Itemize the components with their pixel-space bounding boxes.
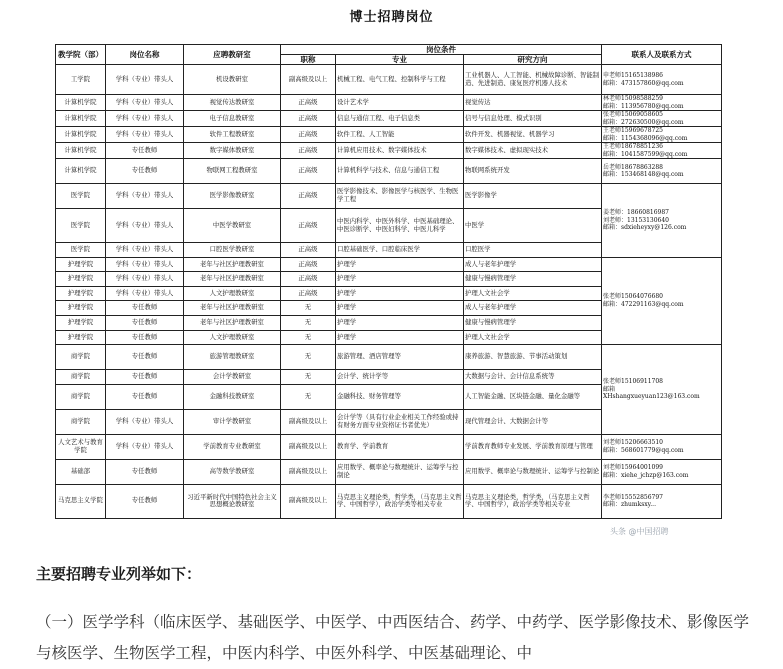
contact-line: 姜老师：18660816987: [603, 209, 669, 217]
cell-position: 专任教师: [106, 301, 184, 316]
cell-college: 护理学院: [56, 330, 106, 345]
page-title: 博士招聘岗位: [349, 10, 434, 25]
cell-college: 商学院: [56, 370, 106, 385]
cell-research: 视觉传达: [464, 95, 602, 111]
cell-office: 老年与社区护理教研室: [184, 301, 281, 316]
cell-college: 护理学院: [56, 286, 106, 301]
cell-research: 护理人文社会学: [464, 286, 602, 301]
header-contact: 联系人及联系方式: [602, 45, 722, 65]
header-office: 应聘教研室: [184, 45, 281, 65]
cell-title-level: 无: [281, 370, 336, 385]
cell-title-level: 副高级及以上: [281, 484, 336, 518]
contact-line: 邮箱：xiehe_jchzp@163.com: [603, 471, 689, 479]
contact-line: 刘老师：13153130640: [603, 216, 669, 224]
cell-title-level: 正高级: [281, 111, 336, 127]
cell-position: 学科（专业）带头人: [106, 272, 184, 287]
cell-college: 商学院: [56, 384, 106, 409]
cell-major: 计算机应用技术、数字媒体技术: [336, 143, 464, 159]
cell-college: 商学院: [56, 409, 106, 434]
cell-title-level: 无: [281, 384, 336, 409]
cell-title-level: 正高级: [281, 272, 336, 287]
cell-major: 护理学: [336, 272, 464, 287]
cell-office: 电子信息教研室: [184, 111, 281, 127]
header-position: 岗位名称: [106, 45, 184, 65]
cell-major: 口腔基础医学、口腔临床医学: [336, 243, 464, 258]
cell-college: 医学院: [56, 243, 106, 258]
table-row: [56, 257, 722, 272]
cell-position: 专任教师: [106, 143, 184, 159]
cell-office: 数字媒体教研室: [184, 143, 281, 159]
cell-major: 护理学: [336, 330, 464, 345]
cell-major: 机械工程、电气工程、控制科学与工程: [336, 65, 464, 95]
cell-title-level: 正高级: [281, 243, 336, 258]
cell-office: 习近平新时代中国特色社会主义思想概论教研室: [184, 484, 281, 518]
section-heading: 主要招聘专业列举如下：: [36, 565, 202, 583]
contact-line: 张老师15064076680: [603, 293, 663, 301]
cell-research: 现代管理会计、大数据会计等: [464, 409, 602, 434]
cell-title-level: 正高级: [281, 95, 336, 111]
cell-position: 专任教师: [106, 384, 184, 409]
cell-major: 软件工程、人工智能: [336, 127, 464, 143]
header-research: 研究方向: [464, 55, 602, 65]
cell-major: 医学影像技术、影像医学与核医学、生物医学工程: [336, 184, 464, 209]
contact-line: 邮箱: [603, 385, 616, 393]
header-college: 教学院（部）: [56, 45, 106, 65]
contact-line: 邮箱：473157860@qq.com: [603, 79, 684, 87]
cell-college: 计算机学院: [56, 111, 106, 127]
cell-position: 专任教师: [106, 345, 184, 370]
cell-contact: [602, 159, 722, 184]
cell-office: 学前教育专业教研室: [184, 434, 281, 459]
cell-position: 专任教师: [106, 315, 184, 330]
cell-contact: [602, 345, 722, 435]
contact-line: 张老师15106911708: [603, 378, 663, 386]
cell-college: 人文艺术与教育学院: [56, 434, 106, 459]
table-row: [56, 95, 722, 111]
cell-position: 专任教师: [106, 159, 184, 184]
cell-research: 人工智能金融、区块链金融、量化金融等: [464, 384, 602, 409]
watermark: 头条 @中国招聘: [610, 527, 669, 536]
contact-line: 邮箱：1041587599@qq.com: [603, 150, 688, 158]
cell-contact: [602, 484, 722, 518]
cell-contact: [602, 459, 722, 484]
cell-position: 学科（专业）带头人: [106, 127, 184, 143]
cell-research: 马克思主义理论类，哲学类，（马克思主义哲学、中国哲学），政治学类等相关专业: [464, 484, 602, 518]
cell-major: 应用数学、概率论与数理统计、运筹学与控制论: [336, 459, 464, 484]
table-row: [56, 65, 722, 95]
cell-research: 学前教育教师专业发展、学前教育原理与管理: [464, 434, 602, 459]
table-row: [56, 345, 722, 370]
cell-research: 成人与老年护理学: [464, 301, 602, 316]
contact-line: XHshangxueyuan123@163.com: [603, 393, 700, 401]
cell-major: 护理学: [336, 257, 464, 272]
contact-line: 刘老师15964001099: [603, 464, 663, 472]
cell-research: 工业机器人、人工智能、机械故障诊断、智能制造、先进制造、康复医疗机器人技术: [464, 65, 602, 95]
contact-line: 岳老师18678863288: [603, 163, 663, 171]
contact-line: 李老师15552856797: [603, 493, 663, 501]
cell-research: 数字媒体技术、虚拟现实技术: [464, 143, 602, 159]
cell-position: 学科（专业）带头人: [106, 243, 184, 258]
cell-college: 工学院: [56, 65, 106, 95]
cell-title-level: 无: [281, 345, 336, 370]
cell-research: 应用数学、概率论与数理统计、运筹学与控制论: [464, 459, 602, 484]
cell-title-level: 副高级及以上: [281, 409, 336, 434]
cell-position: 专任教师: [106, 370, 184, 385]
cell-college: 马克思主义学院: [56, 484, 106, 518]
cell-major: 护理学: [336, 286, 464, 301]
cell-college: 护理学院: [56, 301, 106, 316]
cell-title-level: 正高级: [281, 143, 336, 159]
contact-line: 邮箱：1154368096@qq.com: [603, 134, 688, 142]
cell-college: 商学院: [56, 345, 106, 370]
cell-office: 口腔医学教研室: [184, 243, 281, 258]
contact-line: 邮箱：272630500@qq.com: [603, 118, 684, 126]
contact-line: 林老师15098588259: [603, 95, 663, 102]
cell-title-level: 无: [281, 301, 336, 316]
cell-major: 设计艺术学: [336, 95, 464, 111]
cell-research: 成人与老年护理学: [464, 257, 602, 272]
cell-title-level: 正高级: [281, 159, 336, 184]
cell-position: 学科（专业）带头人: [106, 95, 184, 111]
cell-office: 审计学教研室: [184, 409, 281, 434]
cell-office: 机设教研室: [184, 65, 281, 95]
cell-position: 学科（专业）带头人: [106, 409, 184, 434]
cell-office: 人文护理教研室: [184, 286, 281, 301]
cell-position: 学科（专业）带头人: [106, 65, 184, 95]
cell-research: 健康与慢病管理学: [464, 272, 602, 287]
contact-line: 申老师15165138986: [603, 72, 663, 79]
contact-line: 邮箱：113956780@qq.com: [603, 102, 684, 110]
cell-title-level: 副高级及以上: [281, 434, 336, 459]
contact-line: 邮箱：sdxieheyxy@126.com: [603, 224, 687, 232]
cell-college: 护理学院: [56, 315, 106, 330]
cell-position: 专任教师: [106, 330, 184, 345]
cell-contact: [602, 184, 722, 258]
body-paragraph: （一）医学学科（临床医学、基础医学、中医学、中西医结合、药学、中药学、医学影像技术、影像医学与核医学、生物医学工程，中医内科学、中医外科学、中医基础理论、中: [36, 613, 750, 662]
contact-line: 邮箱：568601779@qq.com: [603, 446, 684, 454]
cell-research: 医学影像学: [464, 184, 602, 209]
cell-research: 信号与信息处理、模式识别: [464, 111, 602, 127]
cell-major: 信息与通信工程、电子信息类: [336, 111, 464, 127]
table-row: [56, 484, 722, 518]
cell-major: 旅游管理、酒店管理等: [336, 345, 464, 370]
cell-office: 高等数学教研室: [184, 459, 281, 484]
cell-title-level: 正高级: [281, 127, 336, 143]
cell-research: 大数据与会计、会计信息系统等: [464, 370, 602, 385]
cell-major: 护理学: [336, 301, 464, 316]
cell-major: 会计学、统计学等: [336, 370, 464, 385]
cell-contact: [602, 143, 722, 159]
cell-research: 护理人文社会学: [464, 330, 602, 345]
cell-research: 中医学: [464, 209, 602, 243]
cell-office: 老年与社区护理教研室: [184, 315, 281, 330]
table-row: [56, 434, 722, 459]
cell-major: 会计学等（具有行业企业相关工作经验或持有财务方面专业资格证书者优先）: [336, 409, 464, 434]
cell-title-level: 正高级: [281, 257, 336, 272]
cell-office: 视觉传达教研室: [184, 95, 281, 111]
contact-line: 张老师15069058605: [603, 111, 663, 118]
cell-title-level: 副高级及以上: [281, 459, 336, 484]
cell-contact: [602, 257, 722, 345]
cell-contact: [602, 111, 722, 127]
cell-college: 护理学院: [56, 257, 106, 272]
cell-office: 会计学教研室: [184, 370, 281, 385]
cell-major: 教育学、学前教育: [336, 434, 464, 459]
cell-title-level: 正高级: [281, 286, 336, 301]
cell-college: 计算机学院: [56, 95, 106, 111]
header-title-level: 职称: [281, 55, 336, 65]
contact-line: 邮箱：zhumksxy...: [603, 501, 656, 509]
recruitment-table: [55, 44, 722, 519]
contact-line: 邮箱：153468148@qq.com: [603, 171, 684, 178]
cell-contact: [602, 434, 722, 459]
cell-title-level: 无: [281, 315, 336, 330]
cell-college: 计算机学院: [56, 159, 106, 184]
cell-position: 学科（专业）带头人: [106, 209, 184, 243]
table-row: [56, 459, 722, 484]
contact-line: 刘老师15206663510: [603, 439, 663, 447]
cell-contact: [602, 65, 722, 95]
cell-major: 马克思主义理论类，哲学类，（马克思主义哲学、中国哲学），政治学类等相关专业: [336, 484, 464, 518]
contact-line: 王老师15969678725: [603, 127, 663, 134]
cell-major: 计算机科学与技术、信息与通信工程: [336, 159, 464, 184]
cell-research: 软件开发、机器视觉、机器学习: [464, 127, 602, 143]
table-row: [56, 127, 722, 143]
table-row: [56, 159, 722, 184]
cell-college: 基础部: [56, 459, 106, 484]
cell-office: 中医学教研室: [184, 209, 281, 243]
cell-office: 老年与社区护理教研室: [184, 257, 281, 272]
cell-office: 医学影像教研室: [184, 184, 281, 209]
cell-title-level: 正高级: [281, 184, 336, 209]
header-major: 专业: [336, 55, 464, 65]
cell-office: 老年与社区护理教研室: [184, 272, 281, 287]
cell-position: 学科（专业）带头人: [106, 111, 184, 127]
cell-position: 专任教师: [106, 484, 184, 518]
cell-major: 中医内科学、中医外科学、中医基础理论、中医诊断学、中医妇科学、中医儿科学: [336, 209, 464, 243]
cell-research: 康养旅游、智慧旅游、节事活动策划: [464, 345, 602, 370]
cell-office: 人文护理教研室: [184, 330, 281, 345]
cell-position: 学科（专业）带头人: [106, 286, 184, 301]
cell-college: 计算机学院: [56, 127, 106, 143]
cell-college: 医学院: [56, 209, 106, 243]
header-conditions: 岗位条件: [281, 45, 602, 55]
cell-contact: [602, 95, 722, 111]
cell-position: 学科（专业）带头人: [106, 257, 184, 272]
cell-position: 学科（专业）带头人: [106, 184, 184, 209]
cell-college: 医学院: [56, 184, 106, 209]
cell-title-level: 正高级: [281, 209, 336, 243]
contact-line: 王老师18678851236: [603, 143, 663, 150]
cell-major: 护理学: [336, 315, 464, 330]
cell-college: 计算机学院: [56, 143, 106, 159]
table-row: [56, 184, 722, 209]
cell-research: 健康与慢病管理学: [464, 315, 602, 330]
cell-office: 旅游管理教研室: [184, 345, 281, 370]
cell-position: 专任教师: [106, 459, 184, 484]
cell-research: 口腔医学: [464, 243, 602, 258]
cell-major: 金融科技、财务管理等: [336, 384, 464, 409]
cell-office: 物联网工程教研室: [184, 159, 281, 184]
cell-title-level: 无: [281, 330, 336, 345]
cell-position: 学科（专业）带头人: [106, 434, 184, 459]
table-row: [56, 143, 722, 159]
cell-contact: [602, 127, 722, 143]
cell-college: 护理学院: [56, 272, 106, 287]
cell-office: 金融科技教研室: [184, 384, 281, 409]
table-row: [56, 111, 722, 127]
cell-title-level: 副高级及以上: [281, 65, 336, 95]
cell-office: 软件工程教研室: [184, 127, 281, 143]
contact-line: 邮箱：472291163@qq.com: [603, 300, 684, 308]
cell-research: 物联网系统开发: [464, 159, 602, 184]
